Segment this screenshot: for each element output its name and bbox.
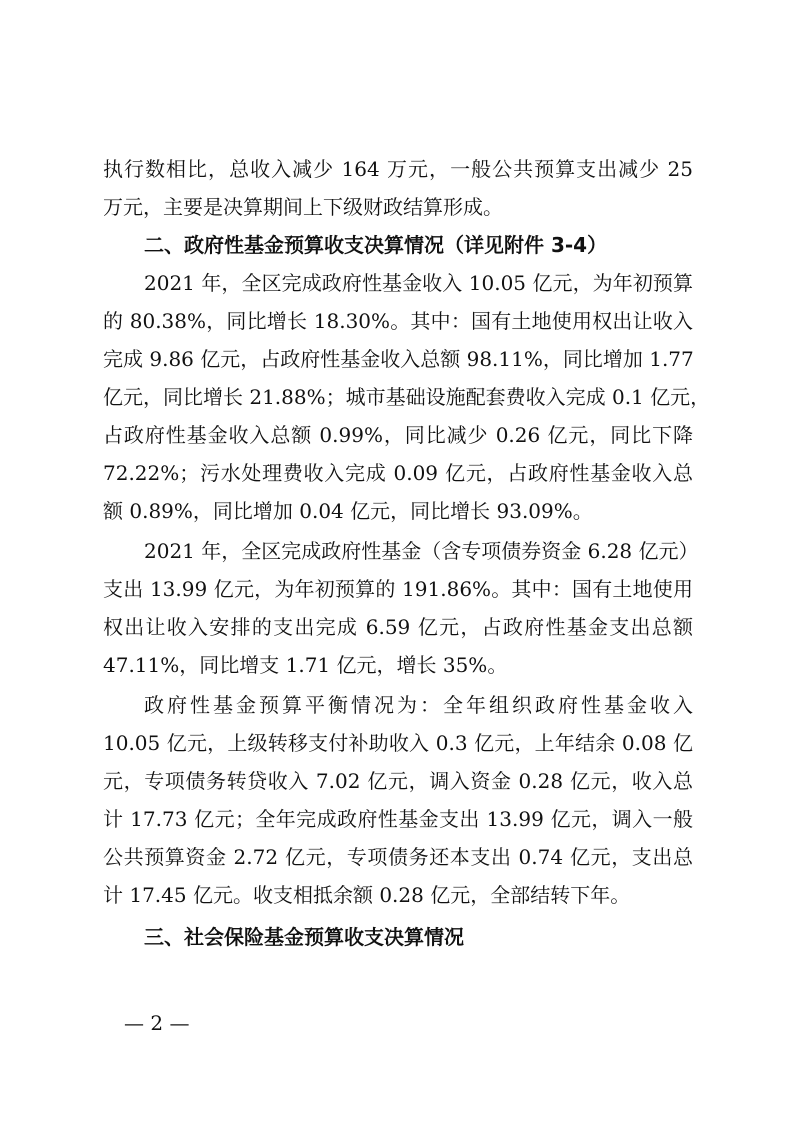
text-line: 公共预算资金 2.72 亿元，专项债务还本支出 0.74 亿元，支出总 <box>103 845 693 869</box>
paragraph-fund-expenditure <box>103 532 699 684</box>
paragraph-continuation <box>103 150 693 226</box>
text-line: 元，专项债务转贷收入 7.02 亿元，调入资金 0.28 亿元，收入总 <box>103 769 693 793</box>
text-line: 占政府性基金收入总额 0.99%，同比减少 0.26 亿元，同比下降 <box>103 423 693 447</box>
text-line: 支出 13.99 亿元，为年初预算的 191.86%。其中：国有土地使用 <box>103 577 693 601</box>
text-line: 72.22%；污水处理费收入完成 0.09 亿元，占政府性基金收入总 <box>103 461 693 485</box>
section-heading-government-fund <box>144 226 693 264</box>
text-line: 额 0.89%，同比增加 0.04 亿元，同比增长 93.09%。 <box>103 499 593 523</box>
text-line: 万元，主要是决算期间上下级财政结算形成。 <box>103 195 503 219</box>
text-line: 计 17.45 亿元。收支相抵余额 0.28 亿元，全部结转下年。 <box>103 883 631 907</box>
text-line: 计 17.73 亿元；全年完成政府性基金支出 13.99 亿元，调入一般 <box>103 807 693 831</box>
text-line: 的 80.38%，同比增长 18.30%。其中：国有土地使用权出让收入 <box>103 309 693 333</box>
text-line: 政府性基金预算平衡情况为：全年组织政府性基金收入 <box>144 693 693 717</box>
text-line: 亿元，同比增长 21.88%；城市基础设施配套费收入完成 0.1 亿元， <box>103 385 711 409</box>
text-line: 执行数相比，总收入减少 164 万元，一般公共预算支出减少 25 <box>103 157 693 181</box>
text-line: 2021 年，全区完成政府性基金（含专项债券资金 6.28 亿元） <box>144 539 699 563</box>
text-line: 完成 9.86 亿元，占政府性基金收入总额 98.11%，同比增加 1.77 <box>103 347 694 371</box>
page-number: — 2 — <box>124 1011 190 1035</box>
text-line: 权出让收入安排的支出完成 6.59 亿元，占政府性基金支出总额 <box>103 615 693 639</box>
heading-text: 三、社会保险基金预算收支决算情况 <box>144 925 464 949</box>
text-line: 47.11%，同比增支 1.71 亿元，增长 35%。 <box>103 653 508 677</box>
heading-text: 二、政府性基金预算收支决算情况（详见附件 3-4） <box>144 233 608 257</box>
paragraph-fund-balance <box>103 686 693 914</box>
section-heading-social-insurance <box>144 918 693 956</box>
text-line: 2021 年，全区完成政府性基金收入 10.05 亿元，为年初预算 <box>144 271 693 295</box>
paragraph-fund-income <box>103 264 711 530</box>
text-line: 10.05 亿元，上级转移支付补助收入 0.3 亿元，上年结余 0.08 亿 <box>103 731 693 755</box>
